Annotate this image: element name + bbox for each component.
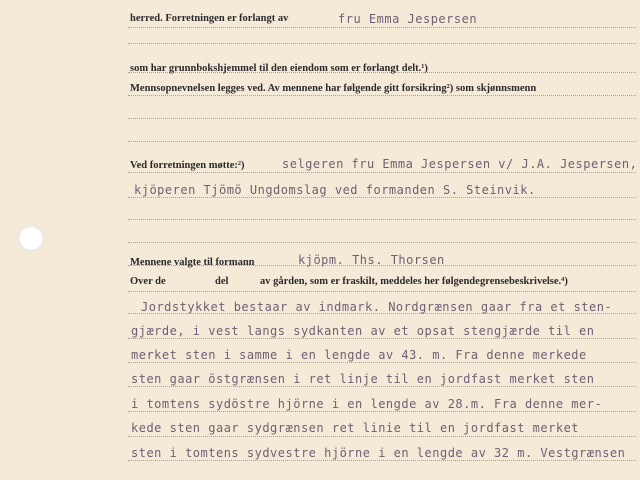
- typed-description-line: sten i tomtens sydvestre hjörne i en lengde av 32 m. Vestgrænsen: [131, 446, 626, 460]
- form-line: [128, 291, 636, 292]
- typed-attendees-line-1: selgeren fru Emma Jespersen v/ J.A. Jespersen,: [282, 157, 638, 171]
- form-line: [128, 172, 636, 173]
- form-line: [128, 362, 636, 363]
- typed-description-line: i tomtens sydöstre hjörne i en lengde av 28.m. Fra denne mer-: [131, 397, 603, 411]
- typed-requester: fru Emma Jespersen: [338, 12, 478, 26]
- form-line: [128, 411, 636, 412]
- typed-description-line: kede sten gaar sydgrænsen ret linie til en jordfast merket: [131, 421, 580, 435]
- form-line: [128, 436, 636, 437]
- typed-attendees-line-2: kjöperen Tjömö Ungdomslag ved formanden S. Steinvik.: [134, 183, 536, 197]
- printed-line-over-de: Over de: [130, 276, 166, 287]
- printed-line-grunnbokshjemmel: som har grunnbokshjemmel til den eiendom som er forlangt delt.¹): [130, 63, 428, 74]
- printed-line-mennsopnevnelsen: Mennsopnevnelsen legges ved. Av mennene har følgende gitt forsikring²) som skjønnsmenn: [130, 83, 537, 94]
- printed-line-del: del: [215, 276, 229, 287]
- typed-description-line: merket sten i samme i en lengde av 43. m. Fra denne merkede: [131, 348, 587, 362]
- form-line: [128, 118, 636, 119]
- printed-line-formann: Mennene valgte til formann: [130, 257, 255, 268]
- form-line: [128, 338, 636, 339]
- form-line: [128, 242, 636, 243]
- printed-line-grensebeskrivelse: grensebeskrivelse.⁴): [480, 276, 568, 287]
- typed-chairman: kjöpm. Ths. Thorsen: [298, 253, 445, 267]
- form-line: [128, 141, 636, 142]
- printed-line-herred: herred. Forretningen er forlangt av: [130, 13, 289, 24]
- form-line: [128, 95, 636, 96]
- printed-line-garden: av gården, som er fraskilt, meddeles her følgende: [260, 276, 480, 287]
- form-line: [128, 219, 636, 220]
- form-line: [128, 460, 636, 461]
- form-line: [128, 43, 636, 44]
- form-line: [128, 386, 636, 387]
- typed-description-line: Jordstykket bestaar av indmark. Nordgrænsen gaar fra et sten-: [141, 300, 613, 314]
- form-line: [128, 27, 636, 28]
- form-line: [128, 197, 636, 198]
- printed-line-forretningen-motte: Ved forretningen møtte:²): [130, 160, 245, 171]
- typed-description-line: gjærde, i vest langs sydkanten av et opsat stengjærde til en: [131, 324, 595, 338]
- typed-description-line: sten gaar östgrænsen i ret linje til en jordfast merket sten: [131, 372, 595, 386]
- punch-hole: [18, 225, 44, 251]
